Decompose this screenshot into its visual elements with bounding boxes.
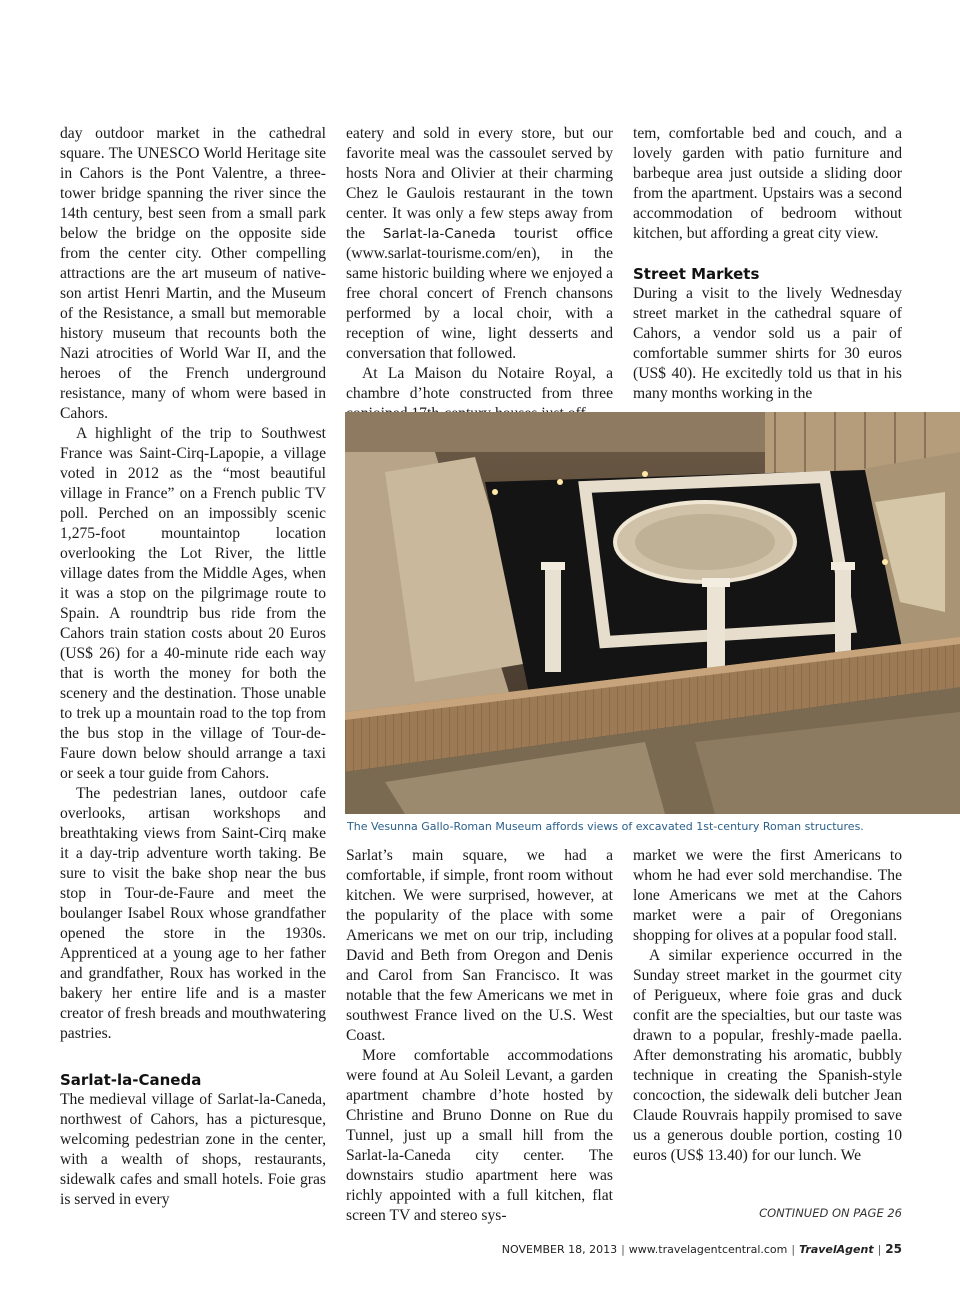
page-number: 25 — [885, 1242, 902, 1256]
article-column-2-top — [346, 124, 613, 424]
paragraph: day outdoor market in the cathedral square. The UNESCO World Heritage site in Cahors is the Pont Valentre, a three-tower bridge spanning the river since the 14th century, best seen from a small park below the bridge on the opposite side from the center city. Other compelling attractions are the art museum of native-son artist Henri Martin, and the Museum of the Resistance, a small but memorable history museum that recounts both the Nazi atrocities of World War II, and the heroes of the French underground resistance, many of whom were based in Cahors. — [60, 125, 326, 422]
issue-date: NOVEMBER 18, 2013 — [501, 1243, 618, 1256]
page-footer: NOVEMBER 18, 2013 | www.travelagentcentral.com | TravelAgent | 25 — [501, 1242, 902, 1256]
paragraph: During a visit to the lively Wednesday street market in the cathedral square of Cahors, a vendor sold us a pair of comfortable summer shirts for 30 euros (US$ 40). He excitedly told us that in his many months working in the — [633, 285, 902, 402]
continued-on-page-link[interactable]: CONTINUED ON PAGE 26 — [759, 1206, 902, 1220]
paragraph — [346, 124, 613, 364]
tourist-office-link[interactable]: Sarlat-la-Caneda tourist office — [382, 226, 613, 242]
article-column-3-top — [633, 124, 902, 404]
article-column-3-bottom — [633, 846, 902, 1166]
text-run: eatery and sold in every store, but our favorite meal was the cassoulet served by hosts Nora and Olivier at their charming Chez le Gaulois restaurant in the town center. It was only a few steps away from the — [346, 125, 613, 242]
paragraph: A similar experience occurred in the Sunday street market in the gourmet city of Perigueux, where foie gras and duck confit are the specialties, but our taste was drawn to a popular, freshly-made paella. After demonstrating his aromatic, bubbly technique in creating the Spanish-style concoction, the sidewalk deli butcher Jean Claude Rouvrais happily promised to save us a generous double portion, costing 10 euros (US$ 13.40) for our lunch. We — [633, 947, 902, 1164]
magazine-brand: TravelAgent — [799, 1243, 874, 1256]
article-column-1 — [60, 124, 326, 1210]
paragraph: A highlight of the trip to Southwest France was Saint-Cirq-Lapopie, a village voted in 2012 as the “most beautiful village in France” on a French public TV poll. Perched on an impossibly scenic 1,275-foot mountaintop location overlooking the Lot River, the little village dates from the Middle Ages, when it was a stop on the pilgrimage route to Spain. A roundtrip bus ride from the Cahors train station costs about 20 Euros (US$ 26) for a 40-minute ride each way that is worth the money for both the scenery and the destination. Those unable to trek up a mountain road to the top from the bus stop in the village of Tour-de-Faure down below should arrange a taxi or seek a tour guide from Cahors. — [60, 425, 326, 782]
section-heading-sarlat: Sarlat-la-Caneda — [60, 1071, 202, 1089]
photo-caption: The Vesunna Gallo-Roman Museum affords views of excavated 1st-century Roman structures. — [347, 820, 864, 833]
paragraph: tem, comfortable bed and couch, and a lovely garden with patio furniture and barbeque area just outside a sliding door from the apartment. Upstairs was a second accommodation of bedroom without kitchen, but affording a great city view. — [633, 125, 902, 242]
text-run: (www.sarlat-tourisme.com/en), in the same historic building where we enjoyed a free choral concert of French chansons performed by a local choir, with a reception of wine, light desserts and conversation that followed. — [346, 245, 613, 362]
paragraph: More comfortable accommodations were found at Au Soleil Levant, a garden apartment chambre d’hote hosted by Christine and Bruno Donne on Rue du Tunnel, just up a small hill from the Sarlat-la-Caneda city center. The downstairs studio apartment here was richly appointed with a full kitchen, flat screen TV and stereo sys- — [346, 1047, 613, 1224]
paragraph: Sarlat’s main square, we had a comfortable, if simple, front room without kitchen. We were surprised, however, at the popularity of the place with some Americans we met on our trip, including David and Beth from Oregon and Denis and Carol from San Francisco. It was notable that the few Americans we met in southwest France lived on the U.S. West Coast. — [346, 847, 613, 1044]
paragraph: At La Maison du Notaire Royal, a chambre d’hote constructed from three — [346, 365, 613, 402]
section-heading-street-markets: Street Markets — [633, 265, 760, 283]
paragraph: The medieval village of Sarlat-la-Caneda, northwest of Cahors, has a picturesque, welcoming pedestrian zone in the center, with a wealth of shops, restaurants, sidewalk cafes and small hotels. Foie gras is served in every — [60, 1091, 326, 1208]
website-link[interactable]: www.travelagentcentral.com — [628, 1243, 788, 1256]
paragraph: market we were the first Americans to whom he had ever sold merchandise. The lone Americans we met at the Cahors market were a pair of Oregonians shopping for olives at a popular food stall. — [633, 847, 902, 944]
museum-photo-illustration — [345, 412, 960, 814]
paragraph: The pedestrian lanes, outdoor cafe overlooks, artisan workshops and breathtaking views from Saint-Cirq make it a day-trip adventure worth taking. Be sure to visit the bake shop near the bus stop in Tour-de-Faure and meet the boulanger Isabel Roux whose grandfather opened the store in the 1930s. Apprenticed at a young age to her father and grandfather, Roux has worked in the bakery her entire life and is a master creator of fresh breads and mouthwatering pastries. — [60, 785, 326, 1042]
article-column-2-bottom — [346, 846, 613, 1226]
museum-photo — [345, 412, 960, 814]
